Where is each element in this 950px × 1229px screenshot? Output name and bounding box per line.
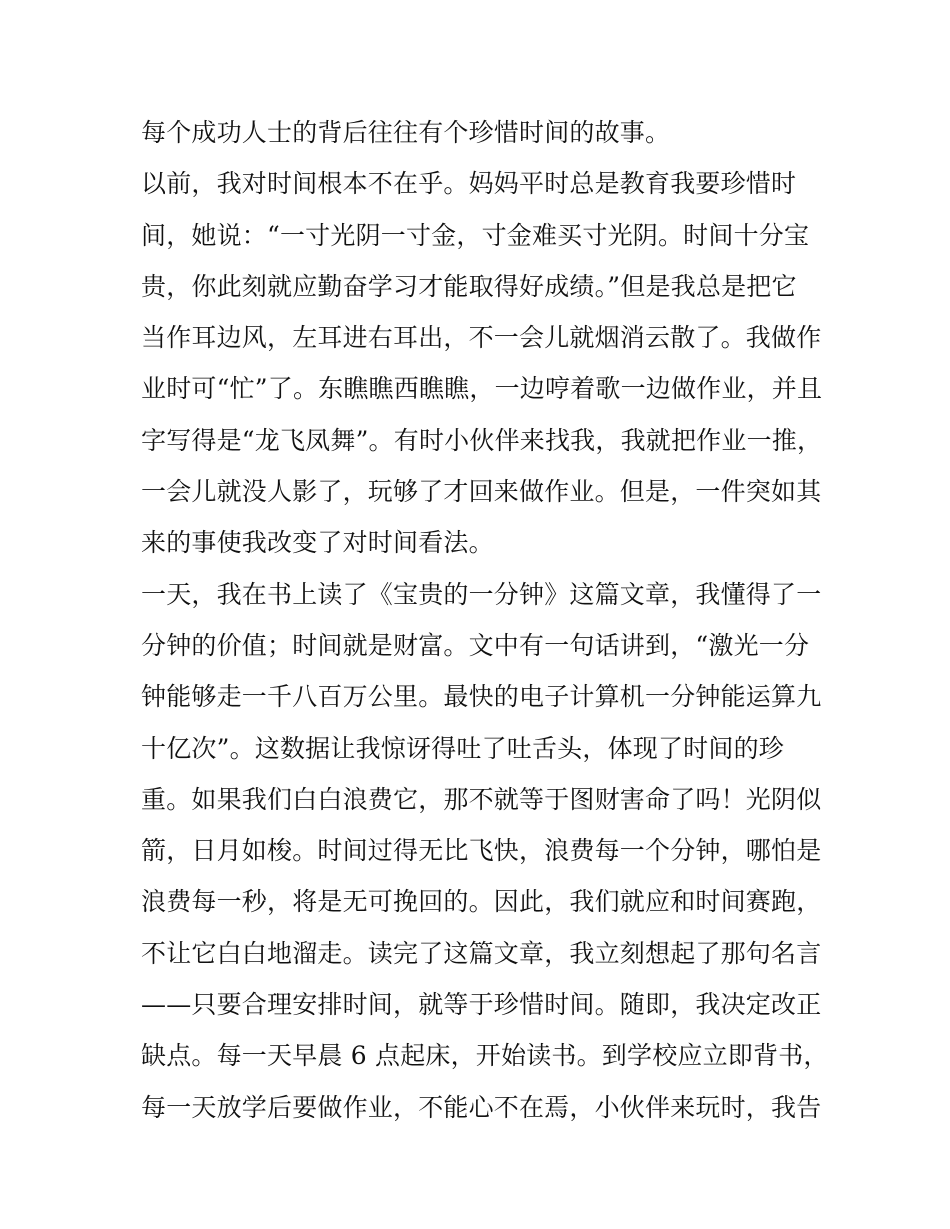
text-line: 当作耳边风，左耳进右耳出，不一会儿就烟消云散了。我做作 (141, 323, 822, 353)
text-line: 间，她说：“一寸光阴一寸金，寸金难买寸光阴。时间十分宝 (141, 220, 810, 250)
text-line: 钟能够走一千八百万公里。最快的电子计算机一分钟能运算九 (141, 682, 822, 712)
text-line: 贵，你此刻就应勤奋学习才能取得好成绩。”但是我总是把它 (141, 271, 797, 301)
text-line: 一天，我在书上读了《宝贵的一分钟》这篇文章，我懂得了一 (141, 579, 822, 609)
text-line: 箭，日月如梭。时间过得无比飞快，浪费每一个分钟，哪怕是 (141, 836, 822, 866)
text-line: 字写得是“龙飞凤舞”。有时小伙伴来找我，我就把作业一推， (141, 425, 823, 455)
text-line: 十亿次”。这数据让我惊讶得吐了吐舌头，体现了时间的珍 (141, 733, 784, 763)
text-line: 浪费每一秒，将是无可挽回的。因此，我们就应和时间赛跑， (141, 887, 822, 917)
text-line: 以前，我对时间根本不在乎。妈妈平时总是教育我要珍惜时 (141, 169, 797, 199)
text-line: 一会儿就没人影了，玩够了才回来做作业。但是，一件突如其 (141, 477, 822, 507)
text-line: ——只要合理安排时间，就等于珍惜时间。随即，我决定改正 (141, 990, 822, 1020)
text-line: 业时可“忙”了。东瞧瞧西瞧瞧，一边哼着歌一边做作业，并且 (141, 374, 823, 404)
text-line: 重。如果我们白白浪费它，那不就等于图财害命了吗！光阴似 (141, 784, 822, 814)
text-line: 来的事使我改变了对时间看法。 (141, 528, 494, 558)
text-line: 不让它白白地溜走。读完了这篇文章，我立刻想起了那句名言 (141, 938, 822, 968)
text-line: 每个成功人士的背后往往有个珍惜时间的故事。 (141, 118, 671, 147)
text-line: 缺点。每一天早晨 6 点起床，开始读书。到学校应立即背书， (141, 1041, 829, 1071)
text-line: 分钟的价值；时间就是财富。文中有一句话讲到，“激光一分 (141, 630, 810, 660)
essay-body (141, 107, 829, 1133)
text-line: 每一天放学后要做作业，不能心不在焉，小伙伴来玩时，我告 (141, 1092, 822, 1122)
